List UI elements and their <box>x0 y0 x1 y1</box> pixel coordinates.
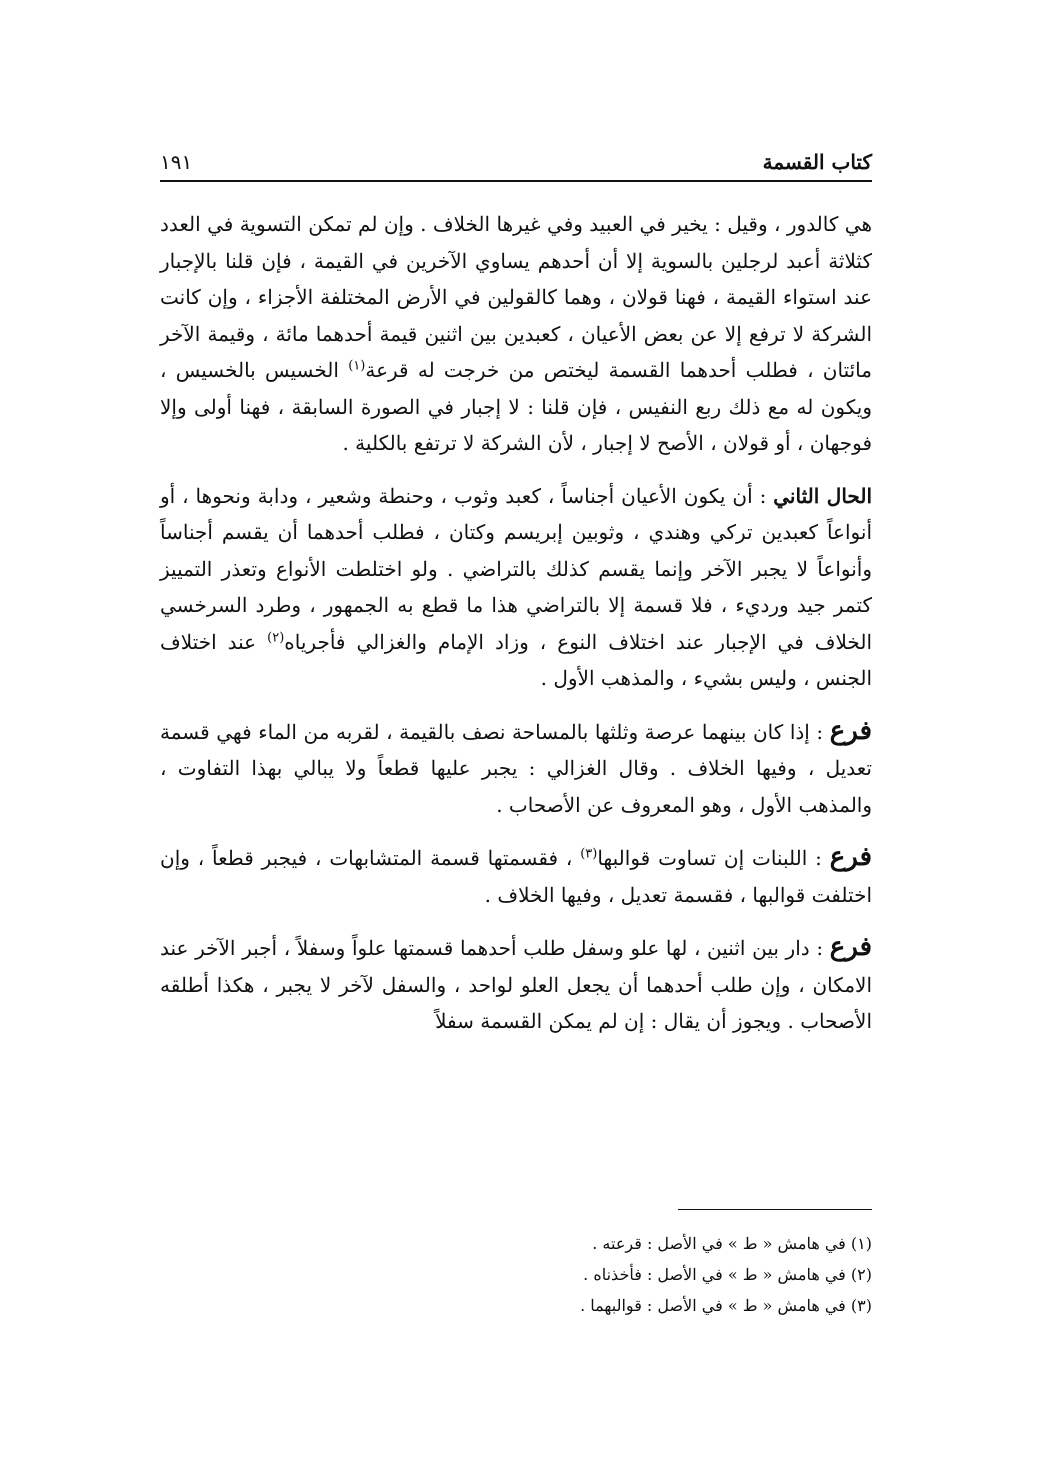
paragraph-4 <box>160 839 872 913</box>
paragraph-text: : أن يكون الأعيان أجناساً ، كعبد وثوب ، وحنطة وشعير ، ودابة ونحوها ، أو أنواعاً كعبدين تركي وهندي ، وثوبين إبريسم وكتان ، فطلب أحدهما أن يقسم أجناساً وأنواعاً لا يجبر الآخر وإنما يقسم كذلك بالتراضي . ولو اختلطت الأنواع وتعذر التمييز كتمر جيد ورديء ، فلا قسمة إلا بالتراضي هذا ما قطع به الجمهور ، وطرد السرخسي الخلاف في الإجبار عند اختلاف النوع ، وزاد الإمام والغزالي فأجرياه <box>160 483 872 654</box>
far-label: فرع <box>829 932 872 962</box>
paragraph-text: : اللبنات إن تساوت قوالبها <box>597 846 830 870</box>
footnote-ref-1: (١) <box>348 358 366 374</box>
paragraph-text: : دار بين اثنين ، لها علو وسفل طلب أحدهما قسمتها علواً وسفلاً ، أجبر الآخر عند الامكان ، وإن طلب أحدهما أن يجعل العلو لواحد ، والسفل لآخر لا يجبر ، هكذا أطلقه الأصحاب . ويجوز أن يقال : إن لم يمكن القسمة سفلاً <box>160 936 872 1033</box>
chapter-title: كتاب القسمة <box>762 150 872 174</box>
main-text <box>160 206 872 1040</box>
paragraph-text: هي كالدور ، وقيل : يخير في العبيد وفي غيرها الخلاف . وإن لم تمكن التسوية في العدد كثلاثة أعبد لرجلين بالسوية إلا أن أحدهم يساوي الآخرين في القيمة ، فإن قلنا بالإجبار عند استواء القيمة ، فهنا قولان ، وهما كالقولين في الأرض المختلفة الأجزاء ، وإن كانت الشركة لا ترفع إلا عن بعض الأعيان ، كعبدين بين اثنين قيمة أحدهما مائة ، وقيمة الآخر مائتان ، فطلب أحدهما القسمة ليختص من خرجت له قرعة <box>160 212 873 382</box>
far-label: فرع <box>829 715 872 746</box>
paragraph-text: : إذا كان بينهما عرصة وثلثها بالمساحة نصف بالقيمة ، لقربه من الماء فهي قسمة تعديل ، وفيها الخلاف . وقال الغزالي : يجبر عليها قطعاً ولا يبالي بهذا التفاوت ، والمذهب الأول ، وهو المعروف عن الأصحاب . <box>160 719 872 817</box>
footnote-2: (٢) في هامش « ط » في الأصل : فأخذناه . <box>583 1265 872 1284</box>
footnote-3: (٣) في هامش « ط » في الأصل : قوالبهما . <box>580 1296 872 1315</box>
running-header <box>160 138 872 182</box>
paragraph-5 <box>160 929 872 1040</box>
paragraph-text-continued: الخسيس بالخسيس ، ويكون له مع ذلك ربع النفيس ، فإن قلنا : لا إجبار في الصورة السابقة ، فهنا أولى وإلا فوجهان ، أو قولان ، الأصح لا إجبار ، لأن الشركة لا ترتفع بالكلية . <box>160 358 872 455</box>
paragraph-text-continued: عند اختلاف الجنس ، وليس بشيء ، والمذهب الأول . <box>160 629 872 690</box>
paragraph-3 <box>160 713 872 824</box>
footnote-ref-3: (٣) <box>580 846 598 862</box>
footnotes <box>160 1228 872 1321</box>
footnote-divider <box>678 1209 872 1210</box>
footnote-ref-2: (٢) <box>267 629 285 645</box>
section-heading: الحال الثاني <box>773 483 872 508</box>
page-number: ١٩١ <box>160 150 193 174</box>
far-label: فرع <box>829 842 872 872</box>
footnote-1: (١) في هامش « ط » في الأصل : قرعته . <box>592 1234 872 1253</box>
paragraph-1 <box>160 206 872 462</box>
paragraph-2 <box>160 478 872 697</box>
paragraph-text-continued: ، فقسمتها قسمة المتشابهات ، فيجبر قطعاً ، وإن اختلفت قوالبها ، فقسمة تعديل ، وفيها الخلاف . <box>160 846 872 907</box>
